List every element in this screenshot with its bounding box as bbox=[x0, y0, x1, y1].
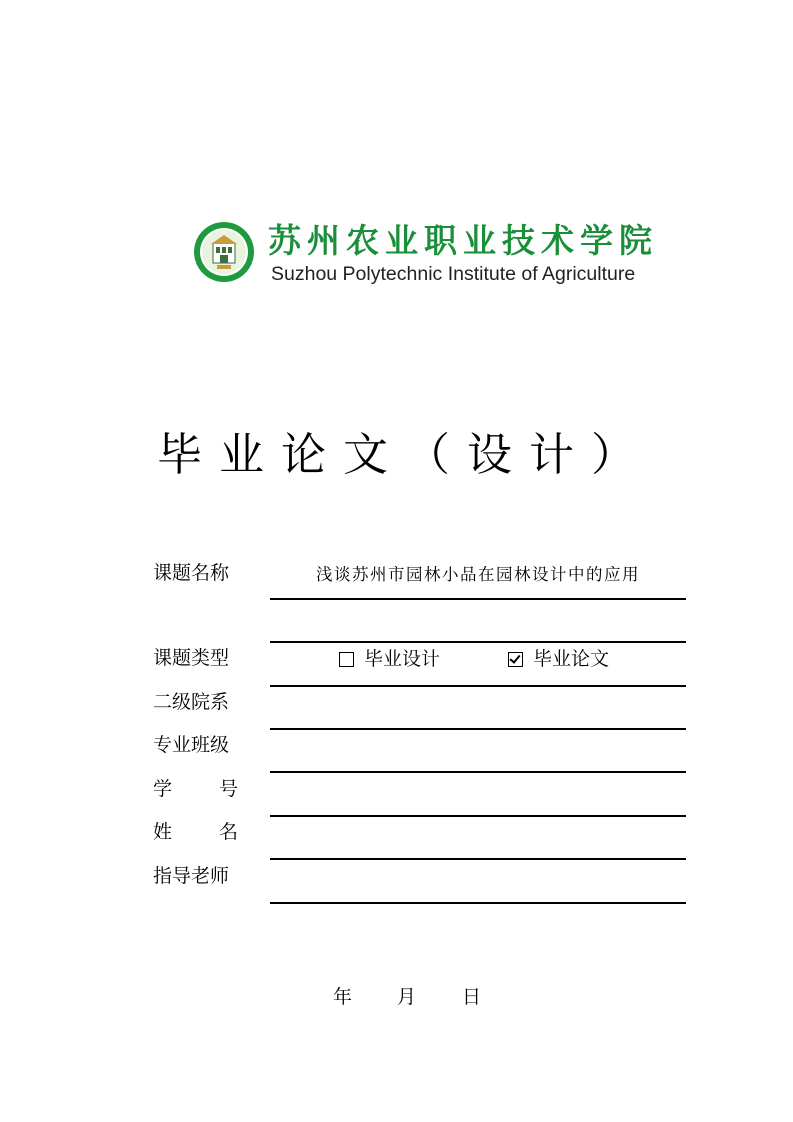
type-options bbox=[270, 646, 686, 672]
major-class-label: 专业班级 bbox=[153, 734, 230, 756]
design-checkbox[interactable] bbox=[339, 652, 354, 667]
type-underline bbox=[270, 685, 686, 687]
department-label: 二级院系 bbox=[153, 691, 230, 713]
name-underline[interactable] bbox=[270, 858, 686, 860]
institution-name-en: Suzhou Polytechnic Institute of Agriculture bbox=[271, 263, 636, 285]
major-class-underline[interactable] bbox=[270, 771, 686, 773]
date-month: 月 bbox=[397, 986, 417, 1008]
thesis-option-label: 毕业论文 bbox=[533, 648, 610, 670]
topic-underline bbox=[270, 598, 686, 600]
student-id-label bbox=[153, 777, 238, 801]
topic-value[interactable]: 浅谈苏州市园林小品在园林设计中的应用 bbox=[316, 565, 640, 584]
design-option-label: 毕业设计 bbox=[364, 648, 441, 670]
school-seal-icon bbox=[193, 221, 255, 283]
topic-label: 课题名称 bbox=[153, 562, 230, 584]
advisor-label: 指导老师 bbox=[153, 865, 230, 887]
date-day: 日 bbox=[462, 986, 482, 1008]
type-option-thesis[interactable] bbox=[508, 646, 609, 672]
date-year: 年 bbox=[333, 986, 353, 1008]
student-id-label-char-1: 学 bbox=[153, 778, 173, 800]
institution-name-cn: 苏州农业职业技术学院 bbox=[268, 221, 658, 260]
student-id-underline[interactable] bbox=[270, 815, 686, 817]
department-underline[interactable] bbox=[270, 728, 686, 730]
thesis-checkbox[interactable] bbox=[508, 652, 523, 667]
type-label: 课题类型 bbox=[153, 647, 230, 669]
page-title: 毕业论文（设计） bbox=[156, 428, 653, 481]
type-top-rule bbox=[270, 641, 686, 643]
institution-logo bbox=[193, 219, 663, 285]
advisor-underline[interactable] bbox=[270, 902, 686, 904]
student-id-label-char-2: 号 bbox=[218, 778, 238, 800]
name-label-char-1: 姓 bbox=[153, 821, 173, 843]
name-label bbox=[153, 820, 238, 844]
type-option-design[interactable] bbox=[339, 646, 440, 672]
name-label-char-2: 名 bbox=[218, 821, 238, 843]
